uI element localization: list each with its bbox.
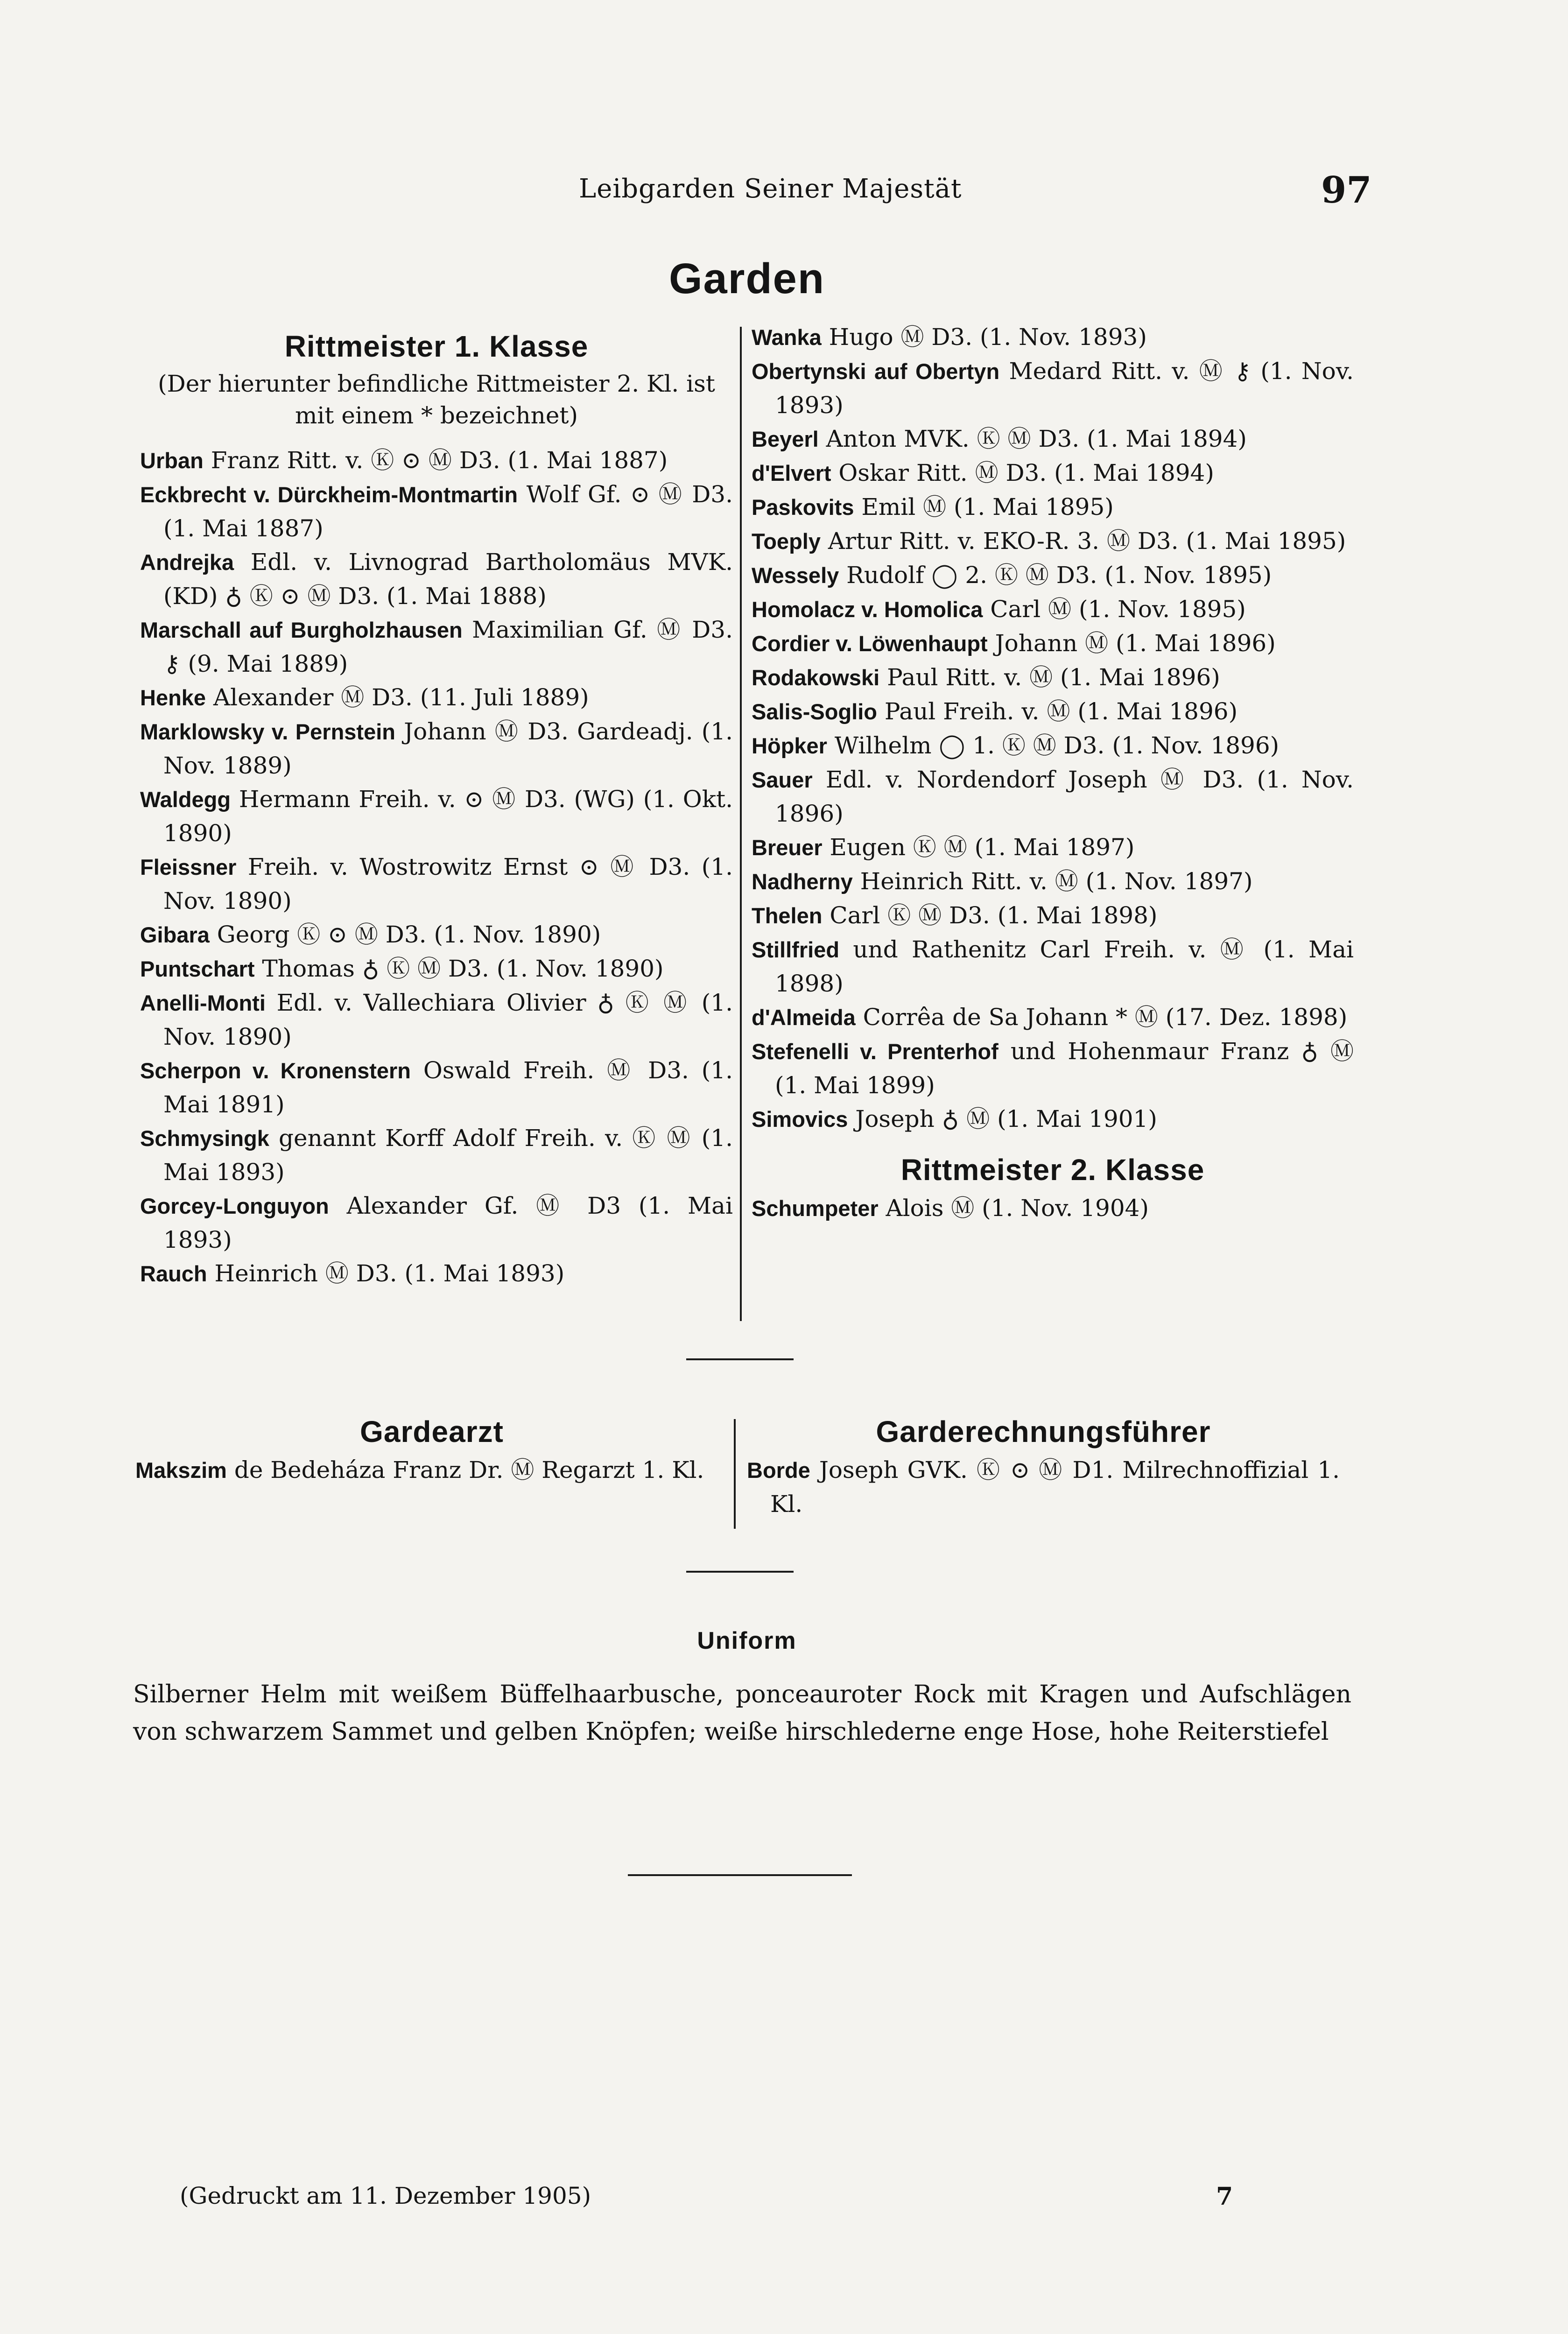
left-list-entry xyxy=(140,715,733,782)
right-list-entry xyxy=(752,524,1354,558)
officer-name: Sauer xyxy=(752,767,813,792)
officer-name: Beyerl xyxy=(752,427,819,451)
officer-details: und Rathenitz Carl Freih. v. Ⓜ (1. Mai 1898) xyxy=(775,936,1354,997)
uniform-heading: Uniform xyxy=(697,1627,797,1654)
right-list-entry xyxy=(752,422,1354,456)
gardearzt-section xyxy=(135,1412,728,1487)
right-list-entry xyxy=(752,830,1354,865)
officer-name: d'Almeida xyxy=(752,1005,856,1030)
officer-details: Heinrich Ⓜ D3. (1. Mai 1893) xyxy=(207,1260,565,1287)
officer-details: Artur Ritt. v. EKO-R. 3. Ⓜ D3. (1. Mai 1895) xyxy=(820,527,1346,555)
officer-details: Maximilian Gf. Ⓜ D3. ⚷ (9. Mai 1889) xyxy=(163,616,733,677)
officer-name: Schumpeter xyxy=(752,1196,879,1221)
right-list-entry xyxy=(752,865,1354,899)
officer-name: Paskovits xyxy=(752,495,854,520)
officer-details: Alois Ⓜ (1. Nov. 1904) xyxy=(878,1195,1149,1222)
officer-details: Franz Ritt. v. Ⓚ ⊙ Ⓜ D3. (1. Mai 1887) xyxy=(203,447,668,474)
right-list-entry xyxy=(752,1102,1354,1136)
officer-name: Salis-Soglio xyxy=(752,699,877,724)
officer-details: Edl. v. Livnograd Bartholomäus MVK. (KD) ♁ Ⓚ ⊙ Ⓜ D3. (1. Mai 1888) xyxy=(163,548,733,610)
officer-details: Paul Ritt. v. Ⓜ (1. Mai 1896) xyxy=(879,664,1220,691)
left-list-entry xyxy=(140,986,733,1054)
left-list-entry xyxy=(140,478,733,545)
officer-details: Anton MVK. Ⓚ Ⓜ D3. (1. Mai 1894) xyxy=(818,425,1247,452)
right-list-entry xyxy=(752,763,1354,830)
right-entries-2 xyxy=(752,1191,1354,1225)
officer-details: Wilhelm ◯ 1. Ⓚ Ⓜ D3. (1. Nov. 1896) xyxy=(827,732,1280,759)
right-entries xyxy=(752,320,1354,1136)
separator-rule-2 xyxy=(686,1571,794,1573)
officer-details: Eugen Ⓚ Ⓜ (1. Mai 1897) xyxy=(822,834,1135,861)
officer-details: Corrêa de Sa Johann * Ⓜ (17. Dez. 1898) xyxy=(855,1004,1348,1031)
officer-details: Alexander Gf. Ⓜ D3 (1. Mai 1893) xyxy=(163,1192,733,1253)
left-list-entry xyxy=(140,545,733,613)
gardearzt-details: de Bedeháza Franz Dr. Ⓜ Regarzt 1. Kl. xyxy=(226,1456,704,1483)
garderechnungsfuehrer-details: Joseph GVK. Ⓚ ⊙ Ⓜ D1. Milrechnoffizial 1. Kl. xyxy=(770,1456,1340,1518)
officer-details: Freih. v. Wostrowitz Ernst ⊙ Ⓜ D3. (1. Nov. 1890) xyxy=(163,853,733,914)
garderechnungsfuehrer-section xyxy=(747,1412,1340,1521)
bottom-column-divider xyxy=(734,1419,736,1529)
column-divider xyxy=(740,327,742,1321)
officer-name: Obertynski auf Obertyn xyxy=(752,359,1000,384)
officer-details: Joseph ♁ Ⓜ (1. Mai 1901) xyxy=(848,1105,1157,1132)
officer-name: Rauch xyxy=(140,1261,207,1286)
officer-name: Urban xyxy=(140,448,204,473)
officer-name: Eckbrecht v. Dürckheim-Montmartin xyxy=(140,482,518,507)
left-column-note: (Der hierunter befindliche Rittmeister 2. Kl. ist mit einem * bezeichnet) xyxy=(158,370,715,429)
signature-mark: 7 xyxy=(1216,2182,1233,2211)
officer-details: genannt Korff Adolf Freih. v. Ⓚ Ⓜ (1. Mai 1893) xyxy=(163,1125,733,1186)
officer-name: Andrejka xyxy=(140,550,234,575)
left-list-entry xyxy=(140,1257,733,1291)
right-list-entry xyxy=(752,320,1354,354)
officer-name: Marklowsky v. Pernstein xyxy=(140,719,395,744)
right-list-entry xyxy=(752,729,1354,763)
right-column xyxy=(752,320,1354,1225)
left-list-entry xyxy=(140,782,733,850)
officer-details: Johann Ⓜ D3. Gardeadj. (1. Nov. 1889) xyxy=(163,718,733,779)
officer-details: Alexander Ⓜ D3. (11. Juli 1889) xyxy=(206,684,589,711)
officer-details: Georg Ⓚ ⊙ Ⓜ D3. (1. Nov. 1890) xyxy=(209,921,601,948)
garderechnungsfuehrer-heading: Garderechnungsführer xyxy=(876,1415,1211,1448)
officer-name: Rodakowski xyxy=(752,665,880,690)
officer-details: Rudolf ◯ 2. Ⓚ Ⓜ D3. (1. Nov. 1895) xyxy=(839,562,1272,589)
separator-rule-3 xyxy=(628,1874,852,1876)
left-entries xyxy=(140,443,733,1291)
left-list-entry xyxy=(140,850,733,918)
officer-details: Carl Ⓜ (1. Nov. 1895) xyxy=(983,596,1246,623)
officer-details: Emil Ⓜ (1. Mai 1895) xyxy=(854,493,1114,520)
officer-details: Johann Ⓜ (1. Mai 1896) xyxy=(987,630,1276,657)
officer-name: d'Elvert xyxy=(752,461,831,485)
officer-details: Carl Ⓚ Ⓜ D3. (1. Mai 1898) xyxy=(822,902,1158,929)
right-list-entry xyxy=(752,626,1354,661)
officer-name: Toeply xyxy=(752,529,821,554)
officer-name: Simovics xyxy=(752,1107,848,1132)
right-list-entry xyxy=(752,456,1354,490)
right-list-entry xyxy=(752,695,1354,729)
right-list-entry xyxy=(752,1034,1354,1102)
officer-name: Gorcey-Longuyon xyxy=(140,1194,329,1218)
officer-name: Thelen xyxy=(752,903,823,928)
officer-details: Oskar Ritt. Ⓜ D3. (1. Mai 1894) xyxy=(831,459,1214,486)
officer-name: Wessely xyxy=(752,563,839,588)
right-list-entry xyxy=(752,490,1354,524)
officer-name: Puntschart xyxy=(140,956,255,981)
section-title: Garden xyxy=(668,255,825,302)
left-list-entry xyxy=(140,1189,733,1257)
separator-rule xyxy=(686,1358,794,1360)
running-header: Leibgarden Seiner Majestät xyxy=(579,174,962,204)
officer-name: Scherpon v. Kronenstern xyxy=(140,1058,411,1083)
left-column-heading: Rittmeister 1. Klasse xyxy=(284,330,589,363)
officer-details: Edl. v. Nordendorf Joseph Ⓜ D3. (1. Nov. 1896) xyxy=(775,766,1354,827)
gardearzt-name: Makszim xyxy=(135,1458,227,1483)
officer-name: Marschall auf Burgholzhausen xyxy=(140,618,463,642)
officer-name: Cordier v. Löwenhaupt xyxy=(752,631,988,656)
right-list-entry xyxy=(752,661,1354,695)
left-list-entry xyxy=(140,613,733,681)
officer-name: Waldegg xyxy=(140,787,231,812)
officer-name: Wanka xyxy=(752,325,822,350)
right-list-entry xyxy=(752,899,1354,933)
officer-name: Gibara xyxy=(140,922,210,947)
left-list-entry xyxy=(140,918,733,952)
officer-details: Oswald Freih. Ⓜ D3. (1. Mai 1891) xyxy=(163,1057,733,1118)
officer-name: Homolacz v. Homolica xyxy=(752,597,983,622)
officer-details: Hugo Ⓜ D3. (1. Nov. 1893) xyxy=(821,323,1147,351)
officer-name: Stillfried xyxy=(752,937,840,962)
left-list-entry xyxy=(140,681,733,715)
right-list-entry xyxy=(752,933,1354,1000)
officer-details: Hermann Freih. v. ⊙ Ⓜ D3. (WG) (1. Okt. 1890) xyxy=(163,786,733,847)
officer-details: Medard Ritt. v. Ⓜ ⚷ (1. Nov. 1893) xyxy=(775,358,1354,419)
officer-details: Thomas ♁ Ⓚ Ⓜ D3. (1. Nov. 1890) xyxy=(254,955,664,982)
officer-name: Schmysingk xyxy=(140,1126,269,1151)
officer-name: Höpker xyxy=(752,733,827,758)
garderechnungsfuehrer-name: Borde xyxy=(747,1458,810,1483)
right-list-entry xyxy=(752,558,1354,592)
print-date: (Gedruckt am 11. Dezember 1905) xyxy=(180,2182,591,2209)
officer-details: Paul Freih. v. Ⓜ (1. Mai 1896) xyxy=(877,698,1238,725)
garderechnungsfuehrer-entry xyxy=(747,1453,1340,1521)
right-list-entry xyxy=(752,1000,1354,1034)
left-list-entry xyxy=(140,443,733,478)
left-list-entry xyxy=(140,1054,733,1121)
left-column xyxy=(140,327,733,1291)
officer-name: Nadherny xyxy=(752,869,853,894)
officer-details: Heinrich Ritt. v. Ⓜ (1. Nov. 1897) xyxy=(852,868,1253,895)
officer-name: Breuer xyxy=(752,835,823,860)
left-list-entry xyxy=(140,1121,733,1189)
right-column-heading2: Rittmeister 2. Klasse xyxy=(900,1153,1205,1187)
officer-details: und Hohenmaur Franz ♁ Ⓜ (1. Mai 1899) xyxy=(775,1038,1354,1099)
right-list-entry xyxy=(752,592,1354,626)
right-list-2-entry xyxy=(752,1191,1354,1225)
officer-name: Anelli-Monti xyxy=(140,991,266,1015)
uniform-text: Silberner Helm mit weißem Büffelhaarbusche, ponceauroter Rock mit Kragen und Aufschlägen von schwarzem Sammet und gelben Knöpfen; weiße hirschlederne enge Hose, hohe Reiterstiefel xyxy=(133,1680,1351,1746)
left-list-entry xyxy=(140,952,733,986)
officer-name: Fleissner xyxy=(140,855,237,879)
gardearzt-heading: Gardearzt xyxy=(360,1415,504,1448)
officer-details: Edl. v. Vallechiara Olivier ♁ Ⓚ Ⓜ (1. Nov. 1890) xyxy=(163,989,733,1050)
right-list-entry xyxy=(752,354,1354,422)
officer-name: Stefenelli v. Prenterhof xyxy=(752,1039,998,1064)
officer-details: Wolf Gf. ⊙ Ⓜ D3. (1. Mai 1887) xyxy=(163,481,733,542)
page-number: 97 xyxy=(1321,169,1372,211)
gardearzt-entry xyxy=(135,1453,728,1487)
officer-name: Henke xyxy=(140,685,206,710)
